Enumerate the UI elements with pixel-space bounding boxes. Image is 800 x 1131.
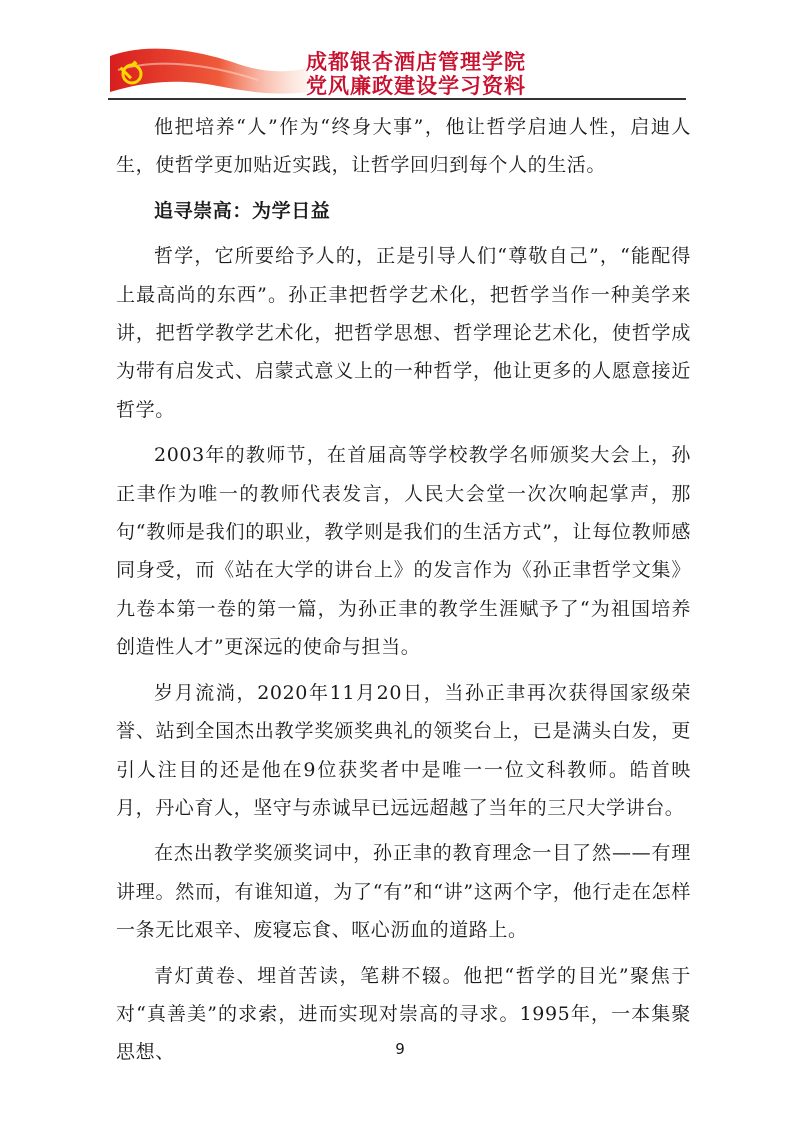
paragraph-6: 青灯黄卷、埋首苦读，笔耕不辍。他把“哲学的目光”聚焦于对“真善美”的求索，进而实现对崇高的寻求。1995年，一本集聚思想、	[116, 964, 691, 1064]
paragraph-4: 岁月流淌，2020年11月20日，当孙正聿再次获得国家级荣誉、站到全国杰出教学奖颁奖典礼的领奖台上，已是满头白发，更引人注目的还是他在9位获奖者中是唯一一位文科教师。皓首映月，丹心育人，坚守与赤诚早已远远超越了当年的三尺大学讲台。	[116, 681, 691, 819]
header-divider	[108, 98, 686, 100]
paragraph-5: 在杰出教学奖颁奖词中，孙正聿的教育理念一目了然——有理讲理。然而，有谁知道，为了“有”和“讲”这两个字，他行走在怎样一条无比艰辛、废寝忘食、呕心沥血的道路上。	[116, 842, 691, 942]
document-header	[0, 0, 800, 104]
paragraph-3: 2003年的教师节，在首届高等学校教学名师颁奖大会上，孙正聿作为唯一的教师代表发言，人民大会堂一次次响起掌声，那句“教师是我们的职业，教学则是我们的生活方式”，让每位教师感同身受，而《站在大学的讲台上》的发言作为《孙正聿哲学文集》九卷本第一卷的第一篇，为孙正聿的教学生涯赋予了“为祖国培养创造性人才”更深远的使命与担当。	[116, 444, 691, 659]
page-number: 9	[395, 1040, 405, 1058]
document-body	[116, 108, 691, 1072]
section-heading: 追寻崇高：为学日益	[154, 199, 331, 222]
header-subtitle: 党风廉政建设学习资料	[306, 74, 526, 98]
party-flag-hammer-sickle-icon	[108, 42, 308, 98]
paragraph-2: 哲学，它所要给予人的，正是引导人们“尊敬自己”，“能配得上最高尚的东西”。孙正聿把哲学艺术化，把哲学当作一种美学来讲，把哲学教学艺术化，把哲学思想、哲学理论艺术化，使哲学成为带有启发式、启蒙式意义上的一种哲学，他让更多的人愿意接近哲学。	[116, 245, 691, 421]
paragraph-1: 他把培养“人”作为“终身大事”，他让哲学启迪人性，启迪人生，使哲学更加贴近实践，让哲学回归到每个人的生活。	[116, 116, 691, 177]
header-title	[306, 50, 526, 98]
header-institution: 成都银杏酒店管理学院	[306, 50, 526, 74]
